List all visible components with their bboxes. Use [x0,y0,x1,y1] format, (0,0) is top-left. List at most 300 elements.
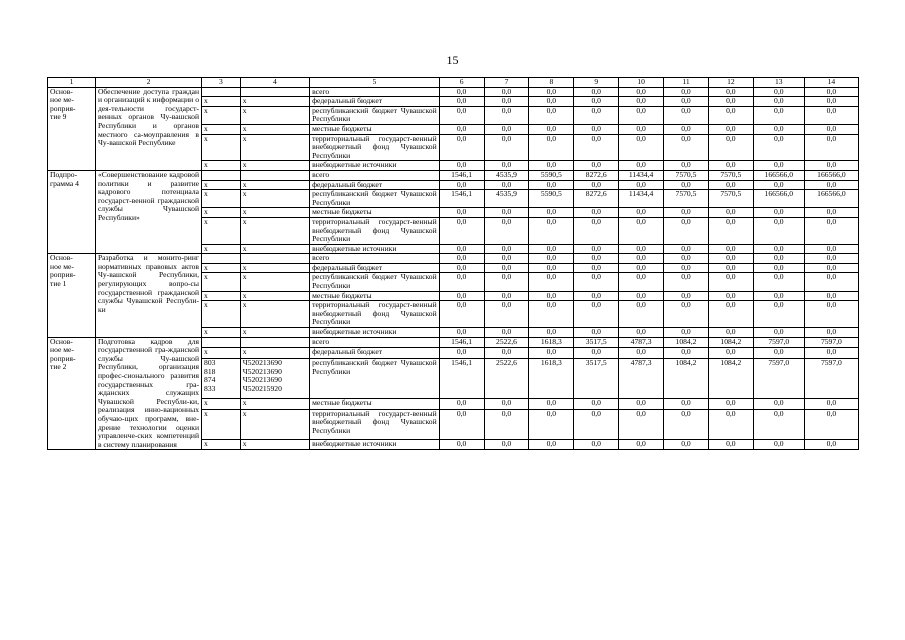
value-cell: 0,0 [753,273,804,291]
value-cell: 0,0 [574,180,619,190]
column-4-cell: x [240,348,309,359]
value-cell: 0,0 [708,439,753,450]
table-row [48,254,859,264]
value-cell: 0,0 [619,348,664,359]
value-cell: 0,0 [753,124,804,134]
value-cell: 0,0 [574,439,619,450]
column-3-cell [202,337,241,348]
header-cell: 14 [804,78,858,88]
value-cell: 0,0 [804,291,858,301]
column-4-cell: x [240,217,309,244]
column-4-cell: x [240,161,309,171]
column-4-cell [240,170,309,180]
value-cell: 0,0 [619,87,664,97]
column-4-cell: Ч520213690 Ч520213690 Ч520213690 Ч520215920 [240,359,309,399]
value-cell: 0,0 [619,134,664,161]
value-cell: 0,0 [619,124,664,134]
funding-source-cell: территориальный государст-венный внебюджетный фонд Чувашской Республики [310,301,440,328]
value-cell: 0,0 [664,291,709,301]
value-cell: 0,0 [529,244,574,254]
value-cell: 0,0 [574,348,619,359]
value-cell: 7597,0 [753,337,804,348]
column-4-cell: x [240,439,309,450]
value-cell: 0,0 [439,97,484,107]
value-cell: 0,0 [708,134,753,161]
value-cell: 0,0 [484,180,529,190]
column-3-cell [202,254,241,264]
value-cell: 0,0 [804,409,858,439]
column-3-cell: x [202,190,241,208]
value-cell: 0,0 [439,217,484,244]
value-cell: 1546,1 [439,170,484,180]
stage-cell: Подпро- грамма 4 [48,170,96,253]
funding-source-cell: территориальный государст-венный внебюджетный фонд Чувашской Республики [310,134,440,161]
value-cell: 0,0 [529,273,574,291]
value-cell: 0,0 [439,328,484,338]
value-cell: 0,0 [529,291,574,301]
value-cell: 0,0 [619,263,664,273]
value-cell: 0,0 [664,244,709,254]
funding-source-cell: республиканский бюджет Чувашской Республики [310,190,440,208]
value-cell: 0,0 [574,208,619,218]
value-cell: 0,0 [804,97,858,107]
value-cell: 0,0 [708,97,753,107]
value-cell: 166566,0 [753,190,804,208]
value-cell: 0,0 [753,134,804,161]
value-cell: 0,0 [753,106,804,124]
column-3-cell: x [202,161,241,171]
value-cell: 8272,6 [574,190,619,208]
value-cell: 0,0 [664,439,709,450]
funding-source-cell: внебюджетные источники [310,161,440,171]
value-cell: 11434,4 [619,170,664,180]
value-cell: 0,0 [439,273,484,291]
funding-source-cell: федеральный бюджет [310,263,440,273]
funding-source-cell: территориальный государст-венный внебюджетный фонд Чувашской Республики [310,217,440,244]
column-4-cell: x [240,273,309,291]
value-cell: 0,0 [664,263,709,273]
funding-source-cell: внебюджетные источники [310,244,440,254]
value-cell: 0,0 [804,263,858,273]
funding-source-cell: федеральный бюджет [310,348,440,359]
stage-cell: Основ- ное ме- роприя- тие 1 [48,254,96,337]
value-cell: 0,0 [439,254,484,264]
value-cell: 0,0 [664,273,709,291]
column-4-cell [240,87,309,97]
value-cell: 0,0 [484,106,529,124]
value-cell: 0,0 [574,134,619,161]
value-cell: 1546,1 [439,337,484,348]
value-cell: 0,0 [708,398,753,409]
funding-source-cell: всего [310,170,440,180]
value-cell: 0,0 [529,348,574,359]
column-4-cell: x [240,208,309,218]
value-cell: 0,0 [529,87,574,97]
budget-table [47,77,859,450]
value-cell: 0,0 [664,254,709,264]
value-cell: 0,0 [804,398,858,409]
value-cell: 0,0 [574,328,619,338]
value-cell: 0,0 [664,409,709,439]
value-cell: 0,0 [619,254,664,264]
value-cell: 0,0 [619,97,664,107]
value-cell: 0,0 [804,301,858,328]
header-row [48,78,859,88]
column-4-cell: x [240,263,309,273]
value-cell: 0,0 [664,161,709,171]
value-cell: 0,0 [804,161,858,171]
column-4-cell: x [240,291,309,301]
value-cell: 0,0 [804,106,858,124]
value-cell: 0,0 [529,409,574,439]
value-cell: 11434,4 [619,190,664,208]
value-cell: 0,0 [484,244,529,254]
header-cell: 12 [708,78,753,88]
column-3-cell: x [202,263,241,273]
value-cell: 0,0 [439,439,484,450]
funding-source-cell: местные бюджеты [310,291,440,301]
value-cell: 166566,0 [753,170,804,180]
value-cell: 0,0 [664,208,709,218]
funding-source-cell: местные бюджеты [310,124,440,134]
funding-source-cell: республиканский бюджет Чувашской Республики [310,359,440,399]
value-cell: 0,0 [753,398,804,409]
value-cell: 0,0 [804,254,858,264]
column-3-cell: x [202,217,241,244]
value-cell: 1084,2 [664,337,709,348]
value-cell: 0,0 [619,409,664,439]
value-cell: 0,0 [753,328,804,338]
value-cell: 0,0 [439,106,484,124]
value-cell: 0,0 [708,244,753,254]
value-cell: 0,0 [708,328,753,338]
value-cell: 0,0 [439,301,484,328]
value-cell: 0,0 [753,97,804,107]
value-cell: 0,0 [753,180,804,190]
value-cell: 0,0 [664,328,709,338]
table-row [48,87,859,97]
value-cell: 0,0 [574,398,619,409]
value-cell: 0,0 [804,217,858,244]
value-cell: 0,0 [708,254,753,264]
header-cell: 13 [753,78,804,88]
value-cell: 0,0 [619,398,664,409]
column-3-cell: x [202,180,241,190]
value-cell: 0,0 [804,273,858,291]
table-body [48,78,859,450]
column-4-cell: x [240,124,309,134]
value-cell: 0,0 [664,180,709,190]
value-cell: 0,0 [753,301,804,328]
value-cell: 0,0 [619,291,664,301]
value-cell: 0,0 [753,348,804,359]
header-cell: 8 [529,78,574,88]
value-cell: 0,0 [574,97,619,107]
value-cell: 0,0 [753,217,804,244]
value-cell: 0,0 [439,398,484,409]
column-3-cell: x [202,106,241,124]
value-cell: 0,0 [708,161,753,171]
header-cell: 4 [240,78,309,88]
value-cell: 0,0 [439,244,484,254]
value-cell: 8272,6 [574,170,619,180]
value-cell: 0,0 [439,180,484,190]
value-cell: 0,0 [708,409,753,439]
value-cell: 1618,3 [529,337,574,348]
funding-source-cell: территориальный государст-венный внебюджетный фонд Чувашской Республики [310,409,440,439]
value-cell: 0,0 [439,348,484,359]
value-cell: 0,0 [619,273,664,291]
column-3-cell: x [202,134,241,161]
column-4-cell: x [240,328,309,338]
column-4-cell: x [240,106,309,124]
value-cell: 0,0 [664,87,709,97]
value-cell: 0,0 [574,263,619,273]
value-cell: 0,0 [664,348,709,359]
value-cell: 7570,5 [664,170,709,180]
value-cell: 0,0 [804,348,858,359]
value-cell: 7597,0 [753,359,804,399]
value-cell: 0,0 [574,244,619,254]
value-cell: 0,0 [804,124,858,134]
value-cell: 0,0 [753,254,804,264]
funding-source-cell: всего [310,337,440,348]
value-cell: 0,0 [439,134,484,161]
value-cell: 0,0 [529,134,574,161]
value-cell: 1084,2 [708,337,753,348]
value-cell: 7597,0 [804,337,858,348]
column-4-cell: x [240,398,309,409]
value-cell: 0,0 [439,409,484,439]
value-cell: 0,0 [804,208,858,218]
value-cell: 0,0 [753,208,804,218]
funding-source-cell: внебюджетные источники [310,328,440,338]
value-cell: 0,0 [529,263,574,273]
header-cell: 7 [484,78,529,88]
value-cell: 4535,9 [484,190,529,208]
value-cell: 0,0 [439,208,484,218]
funding-source-cell: республиканский бюджет Чувашской Республики [310,273,440,291]
column-3-cell: x [202,328,241,338]
value-cell: 0,0 [529,106,574,124]
value-cell: 2522,6 [484,337,529,348]
value-cell: 0,0 [529,217,574,244]
value-cell: 0,0 [484,348,529,359]
value-cell: 0,0 [574,301,619,328]
value-cell: 0,0 [619,439,664,450]
value-cell: 0,0 [574,106,619,124]
value-cell: 0,0 [439,291,484,301]
value-cell: 1084,2 [708,359,753,399]
value-cell: 0,0 [529,439,574,450]
value-cell: 1546,1 [439,359,484,399]
column-4-cell: x [240,180,309,190]
value-cell: 7597,0 [804,359,858,399]
value-cell: 0,0 [708,263,753,273]
value-cell: 0,0 [574,273,619,291]
value-cell: 0,0 [574,291,619,301]
value-cell: 0,0 [619,208,664,218]
value-cell: 0,0 [753,291,804,301]
value-cell: 0,0 [708,87,753,97]
value-cell: 0,0 [619,106,664,124]
column-3-cell: 803 818 874 833 [202,359,241,399]
value-cell: 0,0 [529,180,574,190]
header-cell: 9 [574,78,619,88]
column-3-cell: x [202,409,241,439]
value-cell: 0,0 [439,87,484,97]
value-cell: 2522,6 [484,359,529,399]
stage-cell: Основ- ное ме- роприя- тие 9 [48,87,96,170]
column-3-cell: x [202,208,241,218]
value-cell: 0,0 [708,208,753,218]
value-cell: 0,0 [753,439,804,450]
value-cell: 0,0 [804,134,858,161]
column-3-cell: x [202,439,241,450]
value-cell: 0,0 [484,398,529,409]
funding-source-cell: всего [310,254,440,264]
value-cell: 0,0 [619,217,664,244]
column-4-cell: x [240,244,309,254]
header-cell: 5 [310,78,440,88]
funding-source-cell: всего [310,87,440,97]
value-cell: 0,0 [708,124,753,134]
column-3-cell [202,170,241,180]
funding-source-cell: федеральный бюджет [310,180,440,190]
measure-name-cell: Подготовка кадров для государственной гра-жданской службы Чу-вашской Республики, организация профес-сионального развития государственных гра-жданских служащих Чувашской Республи-ки, реализация инно-вационных обучаю-щих программ, вне-дрение технологии оценки управленче-ских компетенций в систему планирования [95,337,201,450]
stage-cell: Основ- ное ме- роприя- тие 2 [48,337,96,450]
funding-source-cell: местные бюджеты [310,398,440,409]
column-4-cell [240,254,309,264]
value-cell: 3517,5 [574,337,619,348]
value-cell: 0,0 [664,124,709,134]
value-cell: 0,0 [574,87,619,97]
value-cell: 0,0 [619,244,664,254]
value-cell: 166566,0 [804,170,858,180]
measure-name-cell: «Совершенствование кадровой политики и развитие кадрового потенциала государст-венной гражданской службы Чувашской Республики» [95,170,201,253]
value-cell: 0,0 [804,439,858,450]
value-cell: 1084,2 [664,359,709,399]
value-cell: 0,0 [664,217,709,244]
funding-source-cell: местные бюджеты [310,208,440,218]
value-cell: 4535,9 [484,170,529,180]
value-cell: 0,0 [529,398,574,409]
value-cell: 0,0 [529,301,574,328]
value-cell: 0,0 [804,244,858,254]
measure-name-cell: Обеспечение доступа граждан и организаций к информации о дея-тельности государст-венных органов Чу-вашской Республики и органов местного са-моуправления в Чу-вашской Республике [95,87,201,170]
value-cell: 0,0 [708,291,753,301]
measure-name-cell: Разработка и монито-ринг нормативных правовых актов Чу-вашской Республики, регулирующих вопро-сы государственной гражданской службы Чувашской Республи-ки [95,254,201,337]
column-3-cell: x [202,124,241,134]
value-cell: 0,0 [574,217,619,244]
value-cell: 0,0 [753,244,804,254]
value-cell: 0,0 [664,97,709,107]
column-3-cell: x [202,244,241,254]
value-cell: 0,0 [804,328,858,338]
value-cell: 0,0 [529,254,574,264]
value-cell: 0,0 [529,328,574,338]
value-cell: 0,0 [439,263,484,273]
value-cell: 7570,5 [664,190,709,208]
column-4-cell: x [240,409,309,439]
column-4-cell [240,337,309,348]
funding-source-cell: федеральный бюджет [310,97,440,107]
header-cell: 2 [95,78,201,88]
value-cell: 0,0 [804,87,858,97]
value-cell: 0,0 [664,398,709,409]
value-cell: 5590,5 [529,190,574,208]
value-cell: 0,0 [753,263,804,273]
value-cell: 0,0 [484,273,529,291]
value-cell: 0,0 [708,301,753,328]
funding-source-cell: республиканский бюджет Чувашской Республики [310,106,440,124]
value-cell: 0,0 [708,106,753,124]
column-4-cell: x [240,97,309,107]
header-cell: 11 [664,78,709,88]
value-cell: 0,0 [753,87,804,97]
value-cell: 1546,1 [439,190,484,208]
column-3-cell: x [202,348,241,359]
value-cell: 0,0 [529,97,574,107]
page-number: 15 [446,53,459,67]
value-cell: 0,0 [529,124,574,134]
value-cell: 0,0 [708,273,753,291]
value-cell: 0,0 [484,87,529,97]
value-cell: 0,0 [484,254,529,264]
value-cell: 0,0 [619,301,664,328]
table-row [48,170,859,180]
header-cell: 1 [48,78,96,88]
value-cell: 0,0 [619,328,664,338]
column-3-cell: x [202,273,241,291]
value-cell: 0,0 [753,409,804,439]
column-4-cell: x [240,301,309,328]
value-cell: 0,0 [529,161,574,171]
column-4-cell: x [240,190,309,208]
value-cell: 0,0 [484,217,529,244]
value-cell: 7570,5 [708,170,753,180]
value-cell: 0,0 [529,208,574,218]
column-3-cell [202,87,241,97]
table-row [48,337,859,348]
column-3-cell: x [202,398,241,409]
value-cell: 0,0 [574,254,619,264]
header-cell: 3 [202,78,241,88]
value-cell: 0,0 [574,124,619,134]
value-cell: 0,0 [804,180,858,190]
value-cell: 166566,0 [804,190,858,208]
value-cell: 0,0 [664,301,709,328]
value-cell: 0,0 [708,217,753,244]
column-3-cell: x [202,301,241,328]
value-cell: 0,0 [664,106,709,124]
value-cell: 0,0 [574,409,619,439]
value-cell: 0,0 [484,409,529,439]
value-cell: 1618,3 [529,359,574,399]
value-cell: 7570,5 [708,190,753,208]
value-cell: 0,0 [664,134,709,161]
value-cell: 0,0 [484,208,529,218]
value-cell: 0,0 [619,180,664,190]
funding-source-cell: внебюджетные источники [310,439,440,450]
header-cell: 6 [439,78,484,88]
value-cell: 5590,5 [529,170,574,180]
value-cell: 0,0 [484,134,529,161]
value-cell: 0,0 [708,180,753,190]
value-cell: 0,0 [619,161,664,171]
value-cell: 0,0 [484,291,529,301]
header-cell: 10 [619,78,664,88]
